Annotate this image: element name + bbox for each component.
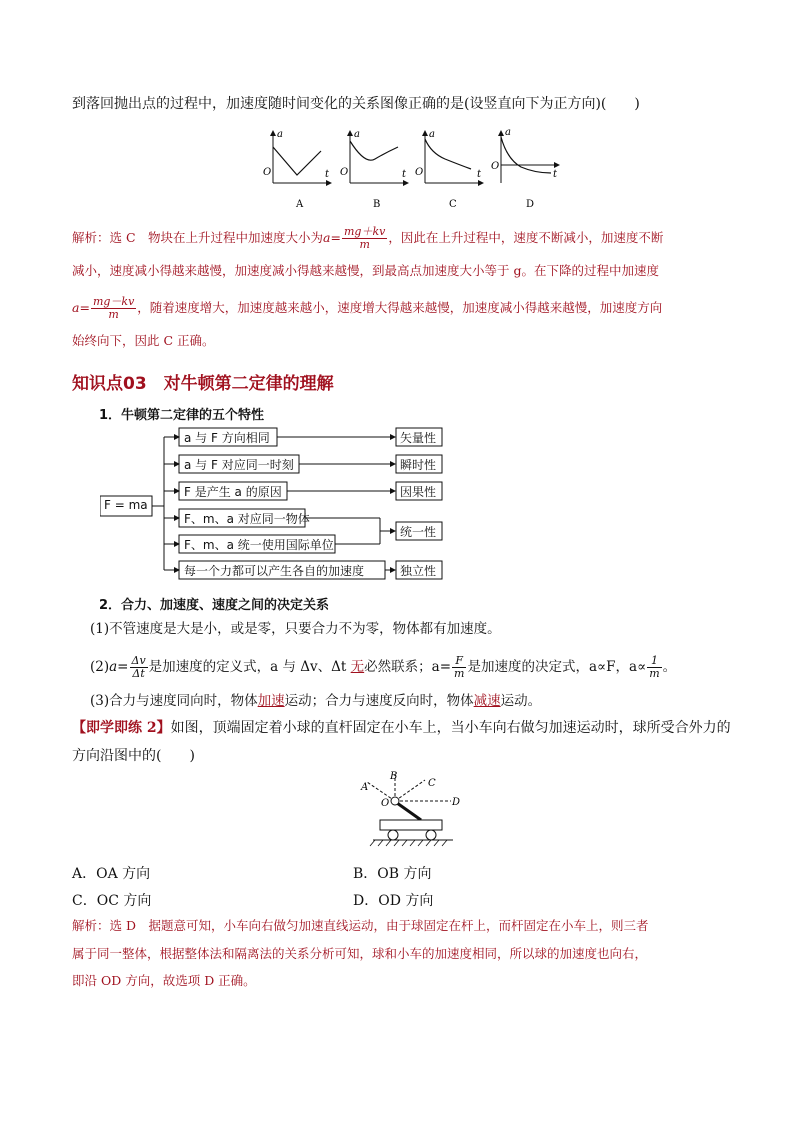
diagram-prop-vector: 矢量性 [400,431,437,445]
diagram-item-3: F 是产生 a 的原因 [184,485,282,499]
q1-exp-formula-lhs-2: a= [72,300,90,315]
q1-exp-text: ，随着速度增大，加速度越来越小，速度增大得越来越慢，加速度减小得越来越慢，加速度方向 [137,300,663,315]
diagram-prop-unity: 统一性 [400,525,437,539]
paragraph-1: (1)不管速度是大是小，或是零，只要合力不为零，物体都有加速度。 [90,621,501,637]
practice-line-1 [72,718,731,738]
graph-a-label: A [296,199,304,210]
q1-exp-fraction-2 [91,296,136,321]
p2-text: (2) [90,659,110,675]
fraction-numerator: mg＋kv [343,225,386,238]
figure-label-o: O [381,798,390,809]
diagram-prop-independent: 独立性 [400,564,437,578]
practice-text: 如图，顶端固定着小球的直杆固定在小车上，当小车向右做匀加速运动时，球所受合外力的 [170,720,731,736]
graph-d-x-label: t [553,169,558,180]
practice-explanation-line-3: 即沿 OD 方向，故选项 D 正确。 [72,973,256,988]
q1-explanation-line-4: 始终向下，因此 C 正确。 [72,333,215,348]
knowledge-point-title: 知识点03 对牛顿第二定律的理解 [72,374,334,394]
graph-a-origin: O [263,167,272,178]
graph-a-y-label: a [277,129,283,140]
fraction-denominator: m [649,667,660,680]
cart-figure [355,770,465,855]
p2-fraction-dv-dt [130,655,148,680]
p3-text: (3)合力与速度同向时，物体 [90,693,258,709]
q1-exp-text: ，因此在上升过程中，速度不断减小，加速度不断 [388,230,664,245]
figure-label-a: A [361,782,369,793]
diagram-item-4: F、m、a 对应同一物体 [184,512,310,526]
fraction-denominator: Δt [132,667,145,680]
practice-explanation-line-2: 属于同一整体，根据整体法和隔离法的关系分析可知，球和小车的加速度相同，所以球的加速度也向右， [72,946,648,961]
diagram-prop-instant: 瞬时性 [400,458,437,472]
option-d: D．OD 方向 [353,893,434,909]
graph-a-x-label: t [325,169,330,180]
q1-exp-fraction-1 [342,226,387,251]
fraction-denominator: m [108,308,119,321]
p3-emphasis-decelerate: 减速 [473,693,501,709]
p3-text: 运动。 [500,693,542,709]
graph-b-origin: O [340,167,349,178]
figure-label-b: B [390,771,398,782]
option-a: A．OA 方向 [72,866,151,882]
graph-a [263,129,331,210]
subheading-five-properties: 1．牛顿第二定律的五个特性 [99,408,265,423]
p3-text: 运动；合力与速度反向时，物体 [284,693,474,709]
graph-b-y-label: a [354,129,360,140]
p2-fraction-1-m [647,655,661,680]
q1-exp-text: 解析：选 C 物块在上升过程中加速度大小为 [72,230,324,245]
question-1-stem: 到落回抛出点的过程中，加速度随时间变化的关系图像正确的是(设竖直向下为正方向)( ) [72,96,640,112]
option-c: C．OC 方向 [72,893,152,909]
fraction-numerator: F [452,655,466,668]
fraction-numerator: 1 [647,655,661,668]
diagram-item-1: a 与 F 方向相同 [184,431,270,445]
q1-exp-formula-lhs: a= [323,230,341,245]
p3-emphasis-accelerate: 加速 [257,693,285,709]
diagram-prop-causal: 因果性 [400,485,437,499]
figure-label-d: D [452,797,461,808]
figure-label-c: C [428,778,436,789]
graph-b-label: B [373,199,381,210]
graph-d-origin: O [491,161,500,172]
graph-d-y-label: a [505,127,511,138]
newton-second-law-diagram [100,425,450,585]
p2-emphasis-wu: 无 [350,659,365,675]
p2-a-eq: a= [109,659,129,675]
practice-line-2: 方向沿图中的( ) [72,748,195,764]
q1-explanation-line-2: 减小，速度减小得越来越慢，加速度减小得越来越慢，到最高点加速度大小等于 g。在下降的过程中加速度 [72,263,659,278]
fraction-denominator: m [359,238,370,251]
paragraph-3 [90,692,541,710]
p2-text: 是加速度的决定式，a∝F，a∝ [467,659,647,675]
subheading-decision-relation: 2．合力、加速度、速度之间的决定关系 [99,598,330,613]
acceleration-graphs [255,125,575,215]
paragraph-2 [90,655,676,680]
graph-c-y-label: a [429,129,435,140]
practice-explanation-line-1: 解析：选 D 据题意可知，小车向右做匀加速直线运动，由于球固定在杆上，而杆固定在小车上，则三者 [72,918,649,933]
fraction-denominator: m [454,667,465,680]
p2-text: 。 [662,659,677,675]
diagram-item-2: a 与 F 对应同一时刻 [184,458,294,472]
graph-c [415,129,483,210]
fraction-numerator: mg－kv [92,295,135,308]
diagram-item-5: F、m、a 统一使用国际单位 [184,538,334,552]
option-b: B．OB 方向 [353,866,432,882]
p2-text: 必然联系；a= [364,659,452,675]
graph-d [491,127,559,210]
graph-c-origin: O [415,167,424,178]
fraction-numerator: Δv [131,654,146,667]
graph-c-x-label: t [477,169,482,180]
graph-c-label: C [449,199,457,210]
graph-d-label: D [526,199,535,210]
graph-b-x-label: t [402,169,407,180]
q1-explanation-line-3 [72,296,662,321]
p2-text: 是加速度的定义式，a 与 Δv、Δt [148,659,351,675]
diagram-root: F = ma [104,498,148,512]
graph-b [340,129,408,210]
diagram-item-6: 每一个力都可以产生各自的加速度 [184,564,365,578]
q1-explanation-line-1 [72,226,663,251]
practice-tag: 【即学即练 2】 [72,720,171,736]
p2-fraction-f-m [452,655,466,680]
